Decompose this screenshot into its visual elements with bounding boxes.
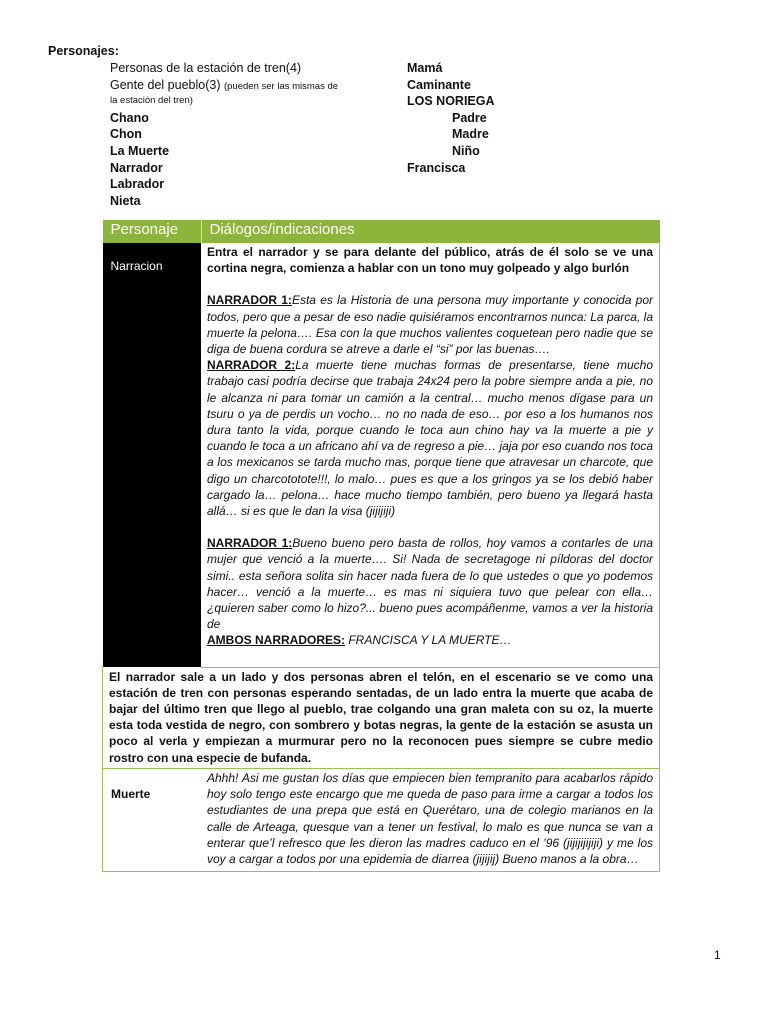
cast-list-left	[110, 60, 338, 209]
cast-name: Padre	[452, 110, 487, 125]
cast-name: La Muerte	[110, 143, 170, 158]
speaker-label: AMBOS NARRADORES:	[207, 633, 345, 648]
stage-direction-cell: El narrador sale a un lado y dos personas abren el telón, en el escenario se ve como una estación de tren con personas esperando sentadas, de un lado entra la muerte que acaba de bajar del último tren que llego al pueblo, trae colgando una gran maleta con su oz, la muerte esta toda vestida de negro, con sombrero y botas negras, la gente de la estación se asusta un poco al verla y empiezan a murmurar pero no la reconocen pues siempre se cubre medio rostro con una especie de bufanda.	[103, 667, 660, 768]
cast-name: Mamá	[407, 61, 443, 75]
cast-name: Madre	[452, 127, 489, 142]
dialogue-cell	[201, 243, 660, 667]
speaker-cell: Muerte	[103, 768, 202, 871]
dialogue-text: FRANCISCA Y LA MUERTE…	[348, 633, 512, 648]
cast-item-main: Gente del pueblo(3)	[110, 77, 221, 92]
cast-name: Chon	[110, 127, 142, 142]
cast-item-note: (pueden ser las mismas de	[223, 80, 339, 92]
header-dialogos: Diálogos/indicaciones	[201, 221, 660, 244]
dialogue-text: La muerte tiene muchas formas de presentarse, tiene mucho trabajo casi podría decirse que trabaja 24x24 pero la pobre siempre anda a pie, no le alcanza ni para tomar un camión a la central… mucho menos dígase para un tsuru o ya de perdis un vocho… no no nada de eso… por eso a los humanos nos dura tanto la vida, porque cuando le toca aun chino hay va la muerte a pie y cuando le toca a un africano ahí va de regreso a pie… jaja por eso cuando nos toca a los mexicanos se tarda mucho mas, porque tiene que atravesar un charcote, que digo un charcototote!!!, lo malo… pues es que a los gringos ya se los debió haber cargado la… pelona… hace mucho tiempo también, pero bueno ya llegará hasta allá… si es que le dan la visa (jijijiji)	[207, 358, 653, 519]
cast-name: Nieta	[110, 193, 141, 208]
speaker-label: NARRADOR 2:	[207, 358, 296, 373]
cast-name: Chano	[110, 110, 149, 125]
dialogue-paragraph	[207, 357, 653, 519]
dialogue-text: Bueno bueno pero basta de rollos, hoy vamos a contarles de una mujer que venció a la muerte…. Si! Nada de secretagoge ni píldoras del doctor simi.. esta señora solita sin hacer nada fuera de lo que ustedes o que yo podemos hacer… venció a la muerte… es mas ni siquiera tuvo que pelear con ella… ¿quieren saber como lo hizo?... bueno pues acompáñenme, vamos a ver la historia de	[207, 536, 653, 632]
cast-list-right	[407, 60, 495, 176]
speaker-label: NARRADOR 1:	[207, 536, 293, 551]
cast-name: Niño	[452, 143, 480, 158]
header-personaje: Personaje	[103, 221, 202, 244]
cast-name: Francisca	[407, 160, 466, 175]
cast-name: Labrador	[110, 177, 165, 192]
cast-item: Personas de la estación de tren(4)	[110, 61, 302, 75]
cast-name: LOS NORIEGA	[407, 94, 495, 109]
dialogue-paragraph	[207, 632, 653, 648]
cast-name: Caminante	[407, 77, 471, 92]
table-row	[103, 768, 660, 871]
page-number: 1	[714, 948, 721, 962]
dialogue-cell: Ahhh! Asi me gustan los días que empiecen bien tempranito para acabarlos rápido hoy solo tengo este encargo que me queda de paso para irme a cargar a todos los estudiantes de una prepa que está en Querétaro, una de colegio marianos en la calle de Arteaga, quesque van a tener un festival, lo malo es que nunca se van a enterar que’l refresco que les dieron las madres caduco en el ’96 (jijijijijiji) y me los voy a cargar a todos por una epidemia de diarrea (jijijij) Bueno manos a la obra…	[201, 768, 660, 871]
dialogue-paragraph	[207, 292, 653, 357]
dialogue-text: Esta es la Historia de una persona muy importante y conocida por todos, pero que a pesar de eso nadie quisiéramos encontrarnos nunca: La parca, la muerte la pelona…. Esa con la que muchos valientes coquetean pero nadie que se diga de buena cordura se atreve a darle el “si” por las buenas….	[207, 293, 654, 357]
speaker-cell: Narracion	[103, 243, 202, 667]
dialogue-paragraph	[207, 535, 653, 632]
cast-heading: Personajes:	[48, 44, 119, 58]
speaker-label: NARRADOR 1:	[207, 293, 292, 308]
cast-item	[110, 77, 338, 94]
cast-item-note-cont: la estación del tren)	[110, 95, 193, 107]
table-row	[103, 667, 660, 768]
stage-direction: Entra el narrador y se para delante del público, atrás de él solo se ve una cortina negra, comienza a hablar con un tono muy golpeado y algo burlón	[207, 245, 653, 276]
table-header-row	[103, 221, 660, 244]
script-table	[102, 220, 660, 872]
cast-name: Narrador	[110, 160, 163, 175]
table-row	[103, 243, 660, 667]
